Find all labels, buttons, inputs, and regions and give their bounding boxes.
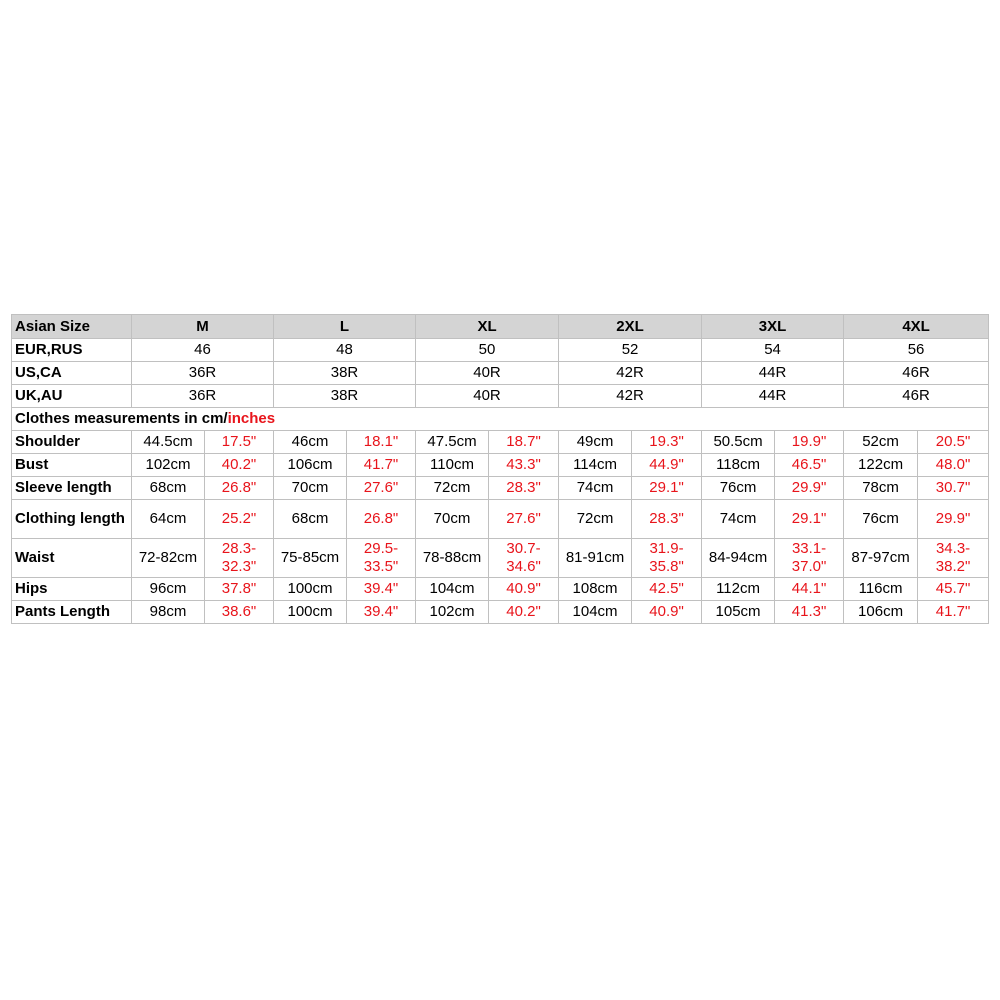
measure-row-waist [12,539,989,578]
cm-cell: 68cm [132,477,205,500]
row-label: Pants Length [12,601,132,624]
size-header-4xl: 4XL [844,315,989,339]
conversion-cell: 36R [132,385,274,408]
inch-cell: 40.9" [489,578,559,601]
conversion-cell: 36R [132,362,274,385]
measure-row-bust [12,454,989,477]
inch-cell: 18.7" [489,431,559,454]
row-label: Clothing length [12,500,132,539]
conversion-row-us-ca [12,362,989,385]
cm-cell: 106cm [844,601,918,624]
inch-cell: 29.1" [775,500,844,539]
conversion-cell: 56 [844,339,989,362]
conversion-row-uk-au [12,385,989,408]
measure-row-hips [12,578,989,601]
cm-cell: 100cm [274,601,347,624]
cm-cell: 72cm [416,477,489,500]
inch-cell: 41.3" [775,601,844,624]
inch-cell: 28.3" [489,477,559,500]
measurements-section-row [12,408,989,431]
inch-cell: 48.0" [918,454,989,477]
conversion-cell: 46R [844,385,989,408]
inch-cell: 28.3-32.3" [205,539,274,578]
cm-cell: 122cm [844,454,918,477]
cm-cell: 47.5cm [416,431,489,454]
cm-cell: 102cm [416,601,489,624]
inch-cell: 29.5-33.5" [347,539,416,578]
inch-cell: 42.5" [632,578,702,601]
cm-cell: 78-88cm [416,539,489,578]
cm-cell: 104cm [559,601,632,624]
conversion-cell: 38R [274,385,416,408]
inch-cell: 40.2" [205,454,274,477]
cm-cell: 104cm [416,578,489,601]
cm-cell: 50.5cm [702,431,775,454]
inch-cell: 29.9" [918,500,989,539]
section-title-text: Clothes measurements in cm/ [15,410,228,427]
size-chart-table [11,314,989,624]
measure-row-shoulder [12,431,989,454]
inch-cell: 33.1-37.0" [775,539,844,578]
cm-cell: 112cm [702,578,775,601]
conversion-cell: 38R [274,362,416,385]
cm-cell: 78cm [844,477,918,500]
row-label: Shoulder [12,431,132,454]
asian-size-label: Asian Size [12,315,132,339]
inch-cell: 39.4" [347,601,416,624]
cm-cell: 76cm [844,500,918,539]
conversion-cell: 50 [416,339,559,362]
inch-cell: 34.3-38.2" [918,539,989,578]
size-header-l: L [274,315,416,339]
cm-cell: 110cm [416,454,489,477]
cm-cell: 74cm [702,500,775,539]
cm-cell: 87-97cm [844,539,918,578]
inch-cell: 40.9" [632,601,702,624]
row-label: UK,AU [12,385,132,408]
cm-cell: 74cm [559,477,632,500]
cm-cell: 98cm [132,601,205,624]
row-label: Sleeve length [12,477,132,500]
conversion-cell: 52 [559,339,702,362]
size-header-row [12,315,989,339]
cm-cell: 76cm [702,477,775,500]
cm-cell: 102cm [132,454,205,477]
inch-cell: 37.8" [205,578,274,601]
row-label: Waist [12,539,132,578]
size-header-m: M [132,315,274,339]
cm-cell: 49cm [559,431,632,454]
inch-cell: 19.3" [632,431,702,454]
inch-cell: 30.7" [918,477,989,500]
inch-cell: 20.5" [918,431,989,454]
measure-row-pants-length [12,601,989,624]
cm-cell: 70cm [416,500,489,539]
conversion-cell: 48 [274,339,416,362]
row-label: Bust [12,454,132,477]
cm-cell: 81-91cm [559,539,632,578]
inch-cell: 29.1" [632,477,702,500]
inch-cell: 43.3" [489,454,559,477]
cm-cell: 105cm [702,601,775,624]
size-header-3xl: 3XL [702,315,844,339]
cm-cell: 116cm [844,578,918,601]
conversion-cell: 42R [559,385,702,408]
inch-cell: 38.6" [205,601,274,624]
conversion-cell: 46R [844,362,989,385]
inch-cell: 27.6" [347,477,416,500]
inch-cell: 46.5" [775,454,844,477]
cm-cell: 46cm [274,431,347,454]
cm-cell: 75-85cm [274,539,347,578]
conversion-cell: 46 [132,339,274,362]
inch-cell: 45.7" [918,578,989,601]
conversion-cell: 42R [559,362,702,385]
conversion-cell: 44R [702,362,844,385]
inch-cell: 29.9" [775,477,844,500]
cm-cell: 72cm [559,500,632,539]
size-header-2xl: 2XL [559,315,702,339]
cm-cell: 52cm [844,431,918,454]
measure-row-clothing-length [12,500,989,539]
inch-cell: 18.1" [347,431,416,454]
cm-cell: 100cm [274,578,347,601]
measurements-section-title [12,408,989,431]
conversion-cell: 40R [416,385,559,408]
cm-cell: 114cm [559,454,632,477]
cm-cell: 68cm [274,500,347,539]
inch-cell: 31.9-35.8" [632,539,702,578]
conversion-cell: 40R [416,362,559,385]
row-label: EUR,RUS [12,339,132,362]
inch-cell: 44.9" [632,454,702,477]
inch-cell: 40.2" [489,601,559,624]
cm-cell: 96cm [132,578,205,601]
cm-cell: 72-82cm [132,539,205,578]
inch-cell: 41.7" [347,454,416,477]
row-label: Hips [12,578,132,601]
conversion-cell: 54 [702,339,844,362]
section-title-accent: inches [227,410,276,427]
inch-cell: 25.2" [205,500,274,539]
conversion-cell: 44R [702,385,844,408]
inch-cell: 39.4" [347,578,416,601]
cm-cell: 106cm [274,454,347,477]
measure-row-sleeve-length [12,477,989,500]
conversion-row-eur-rus [12,339,989,362]
inch-cell: 26.8" [347,500,416,539]
row-label: US,CA [12,362,132,385]
cm-cell: 44.5cm [132,431,205,454]
cm-cell: 84-94cm [702,539,775,578]
inch-cell: 27.6" [489,500,559,539]
inch-cell: 44.1" [775,578,844,601]
inch-cell: 30.7-34.6" [489,539,559,578]
inch-cell: 19.9" [775,431,844,454]
inch-cell: 28.3" [632,500,702,539]
inch-cell: 41.7" [918,601,989,624]
cm-cell: 118cm [702,454,775,477]
cm-cell: 64cm [132,500,205,539]
cm-cell: 108cm [559,578,632,601]
inch-cell: 17.5" [205,431,274,454]
inch-cell: 26.8" [205,477,274,500]
cm-cell: 70cm [274,477,347,500]
size-header-xl: XL [416,315,559,339]
